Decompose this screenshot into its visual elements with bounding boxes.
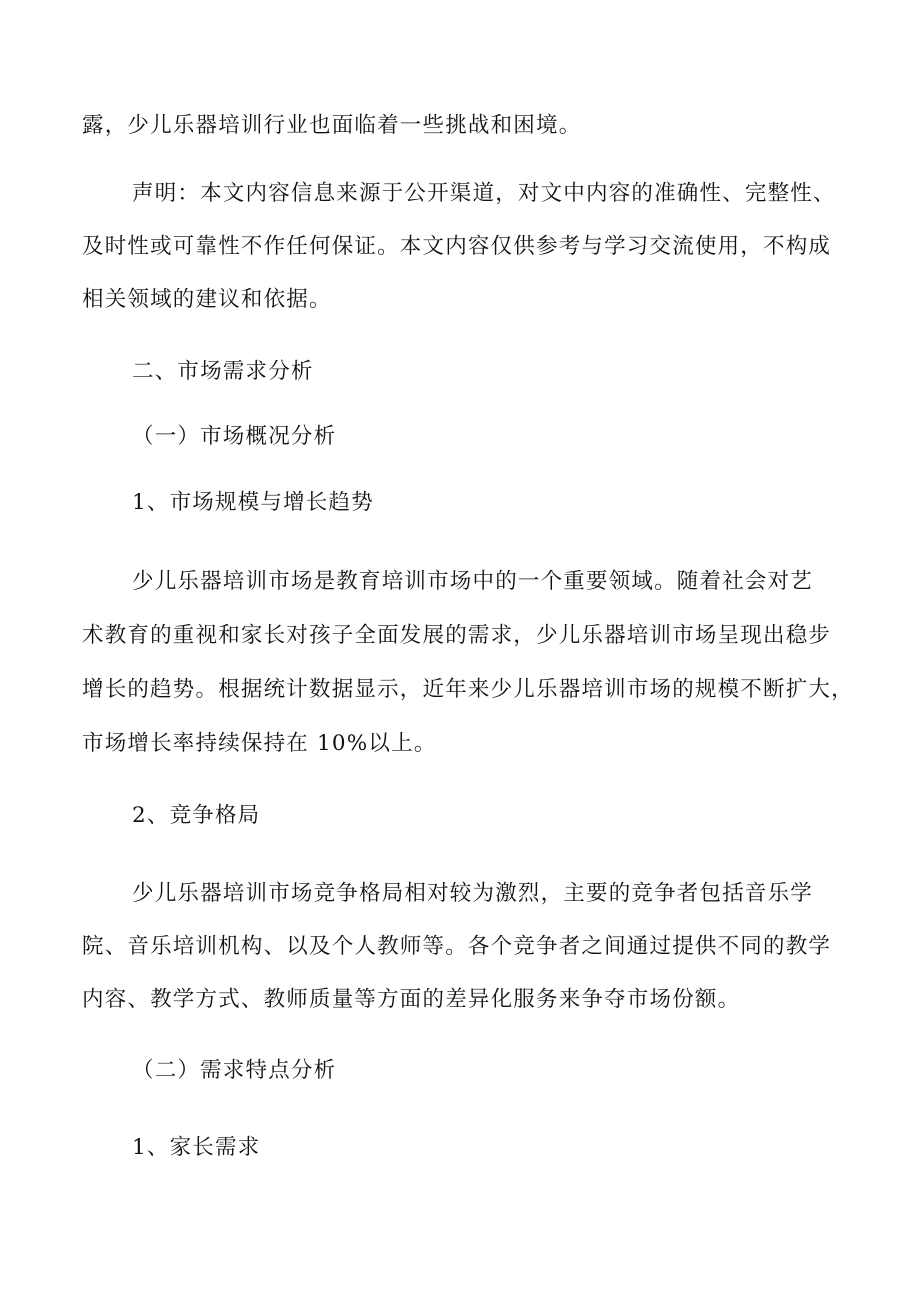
text-line: 院、音乐培训机构、以及个人教师等。各个竞争者之间通过提供不同的教学 [82,934,832,959]
text-line: 少儿乐器培训市场竞争格局相对较为激烈，主要的竞争者包括音乐学 [132,881,814,906]
text-line: 市场增长率持续保持在 10%以上。 [82,731,437,756]
text-line: 增长的趋势。根据统计数据显示，近年来少儿乐器培训市场的规模不断扩大， [82,677,854,702]
subsection-heading: （二）需求特点分析 [132,1058,337,1083]
text-line: 术教育的重视和家长对孩子全面发展的需求，少儿乐器培训市场呈现出稳步 [82,623,832,648]
item-heading: 1、市场规模与增长趋势 [132,490,374,515]
text-line: 内容、教学方式、教师质量等方面的差异化服务来争夺市场份额。 [82,987,741,1012]
item-heading: 1、家长需求 [132,1135,261,1160]
text-line: 相关领域的建议和依据。 [82,287,332,312]
subsection-heading: （一）市场概况分析 [132,424,337,449]
text-line: 露，少儿乐器培训行业也面临着一些挑战和困境。 [82,113,582,138]
text-line: 及时性或可靠性不作任何保证。本文内容仅供参考与学习交流使用，不构成 [82,234,832,259]
text-line: 声明：本文内容信息来源于公开渠道，对文中内容的准确性、完整性、 [132,181,836,206]
item-heading: 2、竞争格局 [132,803,261,828]
section-heading: 二、市场需求分析 [132,359,314,384]
text-line: 少儿乐器培训市场是教育培训市场中的一个重要领域。随着社会对艺 [132,569,814,594]
